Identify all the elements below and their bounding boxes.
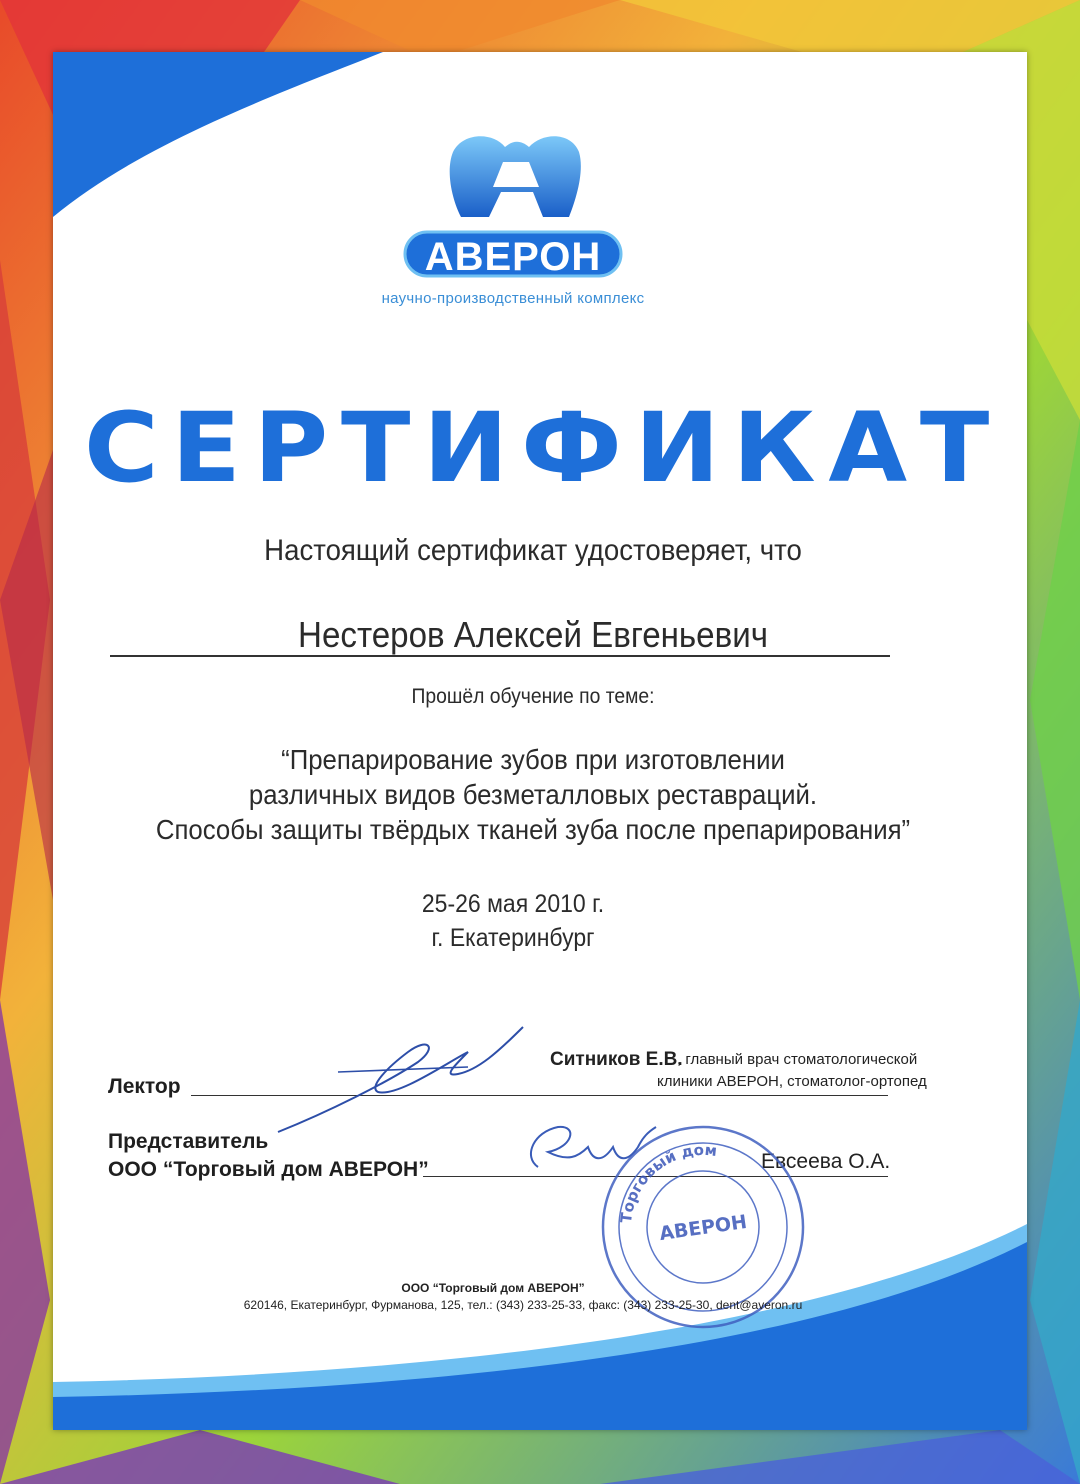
topic-label: Прошёл обучение по теме: — [411, 685, 655, 708]
name-underline — [110, 655, 890, 657]
lecturer-role-line1: , главный врач стоматологической — [677, 1051, 918, 1068]
course-topic — [128, 742, 938, 847]
representative-label: Представитель — [108, 1130, 269, 1153]
svg-text:Торговый дом — [607, 1138, 727, 1227]
topic-line: Способы защиты твёрдых тканей зуба после препарирования” — [155, 814, 911, 845]
certifies-text: Настоящий сертификат удостоверяет, что — [264, 534, 802, 567]
certificate-paper — [53, 52, 1027, 1430]
lecturer-name: Ситников Е.В. — [550, 1049, 683, 1070]
stamp-center-text: АВЕРОН — [657, 1210, 749, 1246]
recipient-name: Нестеров Алексей Евгеньевич — [298, 614, 768, 655]
logo-subtitle: научно-производственный комплекс — [381, 290, 645, 307]
lecturer-label: Лектор — [108, 1075, 181, 1098]
representative-company: ООО “Торговый дом АВЕРОН” — [108, 1158, 429, 1181]
course-city: г. Екатеринбург — [431, 924, 595, 952]
representative-name: Евсеева О.А. — [761, 1150, 891, 1173]
footer-address: 620146, Екатеринбург, Фурманова, 125, тел.: (343) 233-25-33, факс: (343) 233-25-30, dent@averon.ru — [243, 1298, 803, 1312]
stamp-ring-text: Торговый дом — [616, 1140, 718, 1225]
certificate-title: СЕРТИФИКАТ — [84, 392, 1002, 504]
topic-line: “Препарирование зубов при изготовлении — [281, 744, 785, 775]
course-date: 25-26 мая 2010 г. — [421, 890, 605, 918]
lecturer-handwritten-signature — [268, 1022, 528, 1142]
topic-line: различных видов безметалловых реставраций. — [248, 779, 818, 810]
lecturer-role-line2: клиники АВЕРОН, стоматолог-ортопед — [657, 1073, 927, 1090]
logo-wordmark: АВЕРОН — [424, 235, 602, 279]
footer-company: ООО “Торговый дом АВЕРОН” — [401, 1281, 585, 1295]
